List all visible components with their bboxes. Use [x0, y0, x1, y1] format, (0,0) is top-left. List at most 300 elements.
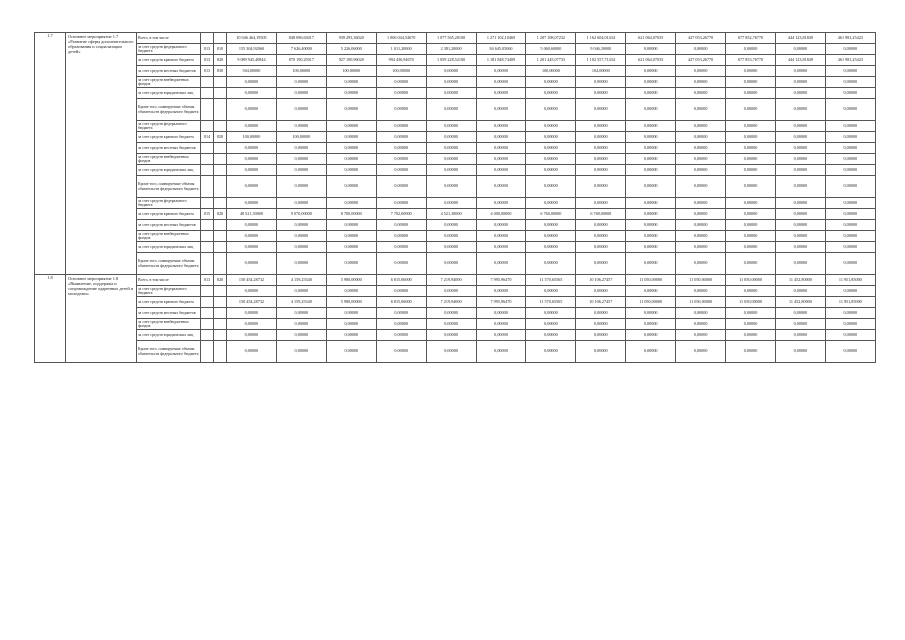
amount-cell: 0,00000	[426, 154, 476, 165]
amount-cell: 100,00000	[376, 66, 426, 77]
budget-code-cell	[201, 154, 214, 165]
amount-cell: 11 050,00000	[726, 297, 776, 308]
amount-cell: 0,00000	[676, 176, 726, 198]
amount-cell: 0,00000	[775, 198, 825, 209]
amount-cell: 0,00000	[626, 231, 676, 242]
amount-cell: 0,00000	[376, 319, 426, 330]
amount-cell: 0,00000	[726, 308, 776, 319]
table-row	[35, 176, 876, 198]
table-row	[35, 66, 876, 77]
amount-cell: 0,00000	[626, 165, 676, 176]
amount-cell: 0,00000	[676, 44, 726, 55]
amount-cell: 0,00000	[476, 220, 526, 231]
amount-cell: 504,00000	[227, 66, 277, 77]
budget-code-cell	[214, 121, 227, 132]
amount-cell: 1 077 565,20100	[426, 33, 476, 44]
amount-cell: 0,00000	[775, 242, 825, 253]
budget-code-cell: 820	[214, 209, 227, 220]
amount-cell: 0,00000	[676, 88, 726, 99]
funding-source-label: за счет средств юридических лиц	[137, 330, 201, 341]
amount-cell: 461 981,25423	[825, 55, 875, 66]
amount-cell: 0,00000	[676, 242, 726, 253]
amount-cell: 0,00000	[775, 176, 825, 198]
amount-cell: 0,00000	[227, 154, 277, 165]
amount-cell: 4 159,25340	[276, 275, 326, 286]
amount-cell: 4 000,00000	[476, 209, 526, 220]
amount-cell: 0,00000	[775, 121, 825, 132]
amount-cell: 0,00000	[326, 319, 376, 330]
amount-cell: 461 981,25423	[825, 33, 875, 44]
amount-cell: 0,00000	[676, 253, 726, 275]
budget-code-cell: 015	[201, 209, 214, 220]
amount-cell: 0,00000	[576, 231, 626, 242]
amount-cell: 0,00000	[775, 143, 825, 154]
budget-code-cell: 830	[214, 66, 227, 77]
table-row	[35, 121, 876, 132]
budget-code-cell	[214, 154, 227, 165]
amount-cell: 0,00000	[376, 286, 426, 297]
amount-cell: 11 452,80000	[775, 297, 825, 308]
amount-cell: 0,00000	[227, 88, 277, 99]
amount-cell: 0,00000	[526, 253, 576, 275]
amount-cell: 0,00000	[576, 121, 626, 132]
amount-cell: 0,00000	[276, 308, 326, 319]
budget-code-cell	[201, 143, 214, 154]
amount-cell: 0,00000	[276, 286, 326, 297]
amount-cell: 0,00000	[276, 165, 326, 176]
budget-code-cell	[201, 220, 214, 231]
budget-code-cell	[214, 319, 227, 330]
amount-cell: 0,00000	[326, 165, 376, 176]
amount-cell: 6 760,00000	[526, 209, 576, 220]
measure-title: Основное мероприятие 1.8 «Выявление, поддержка и сопровождение одаренных детей и молодежи»	[66, 275, 137, 363]
amount-cell: 0,00000	[726, 176, 776, 198]
amount-cell: 0,00000	[825, 121, 875, 132]
amount-cell: 0,00000	[775, 165, 825, 176]
amount-cell: 0,00000	[726, 286, 776, 297]
amount-cell: 0,00000	[576, 88, 626, 99]
amount-cell: 0,00000	[676, 165, 726, 176]
amount-cell: 0,00000	[775, 341, 825, 363]
budget-code-cell	[201, 319, 214, 330]
amount-cell: 0,00000	[676, 308, 726, 319]
amount-cell: 0,00000	[775, 209, 825, 220]
budget-code-cell	[214, 220, 227, 231]
amount-cell: 0,00000	[326, 308, 376, 319]
amount-cell: 0,00000	[626, 77, 676, 88]
amount-cell: 0,00000	[376, 231, 426, 242]
amount-cell: 0,00000	[276, 99, 326, 121]
amount-cell: 0,00000	[426, 66, 476, 77]
amount-cell: 7 626,40000	[276, 44, 326, 55]
amount-cell: 0,00000	[775, 154, 825, 165]
funding-source-label: за счет средств краевого бюджета	[137, 132, 201, 143]
amount-cell: 0,00000	[676, 66, 726, 77]
amount-cell: 0,00000	[825, 231, 875, 242]
amount-cell: 0,00000	[526, 231, 576, 242]
amount-cell: 10 106,27457	[576, 275, 626, 286]
funding-source-label: Кроме того, планируемые объемы обязательств федерального бюджета	[137, 176, 201, 198]
amount-cell: 9 070,00000	[276, 209, 326, 220]
amount-cell: 0,00000	[227, 330, 277, 341]
amount-cell: 0,00000	[476, 66, 526, 77]
amount-cell: 1 059 228,52100	[426, 55, 476, 66]
amount-cell: 0,00000	[676, 231, 726, 242]
amount-cell: 0,00000	[476, 132, 526, 143]
table-row	[35, 220, 876, 231]
amount-cell: 0,00000	[576, 319, 626, 330]
amount-cell: 4 159,25340	[276, 297, 326, 308]
amount-cell: 0,00000	[726, 253, 776, 275]
table-row	[35, 99, 876, 121]
amount-cell: 0,00000	[825, 220, 875, 231]
amount-cell: 7 219,94000	[426, 297, 476, 308]
amount-cell: 0,00000	[227, 231, 277, 242]
amount-cell: 0,00000	[626, 209, 676, 220]
budget-code-cell	[201, 77, 214, 88]
amount-cell: 0,00000	[376, 341, 426, 363]
amount-cell: 155 304,92060	[227, 44, 277, 55]
amount-cell: 0,00000	[276, 143, 326, 154]
amount-cell: 0,00000	[227, 319, 277, 330]
amount-cell: 848 096,63017	[276, 33, 326, 44]
amount-cell: 677 852,76770	[726, 33, 776, 44]
amount-cell: 0,00000	[476, 319, 526, 330]
amount-cell: 0,00000	[227, 220, 277, 231]
amount-cell: 870 190,25017	[276, 55, 326, 66]
amount-cell: 0,00000	[676, 99, 726, 121]
budget-code-cell	[214, 99, 227, 121]
table-row	[35, 88, 876, 99]
budget-code-cell	[201, 88, 214, 99]
budget-code-cell	[214, 143, 227, 154]
budget-code-cell	[201, 286, 214, 297]
amount-cell: 0,00000	[825, 99, 875, 121]
amount-cell: 0,00000	[576, 165, 626, 176]
amount-cell: 0,00000	[676, 330, 726, 341]
funding-source-label: за счет средств местных бюджетов	[137, 143, 201, 154]
table-row	[35, 319, 876, 330]
amount-cell: 1 207 108,07232	[526, 33, 576, 44]
amount-cell: 0,00000	[276, 220, 326, 231]
funding-source-label: за счет средств федерального бюджета	[137, 286, 201, 297]
amount-cell: 0,00000	[227, 165, 277, 176]
amount-cell: 11 050,00000	[626, 297, 676, 308]
amount-cell: 0,00000	[326, 220, 376, 231]
amount-cell: 11 050,00000	[626, 275, 676, 286]
amount-cell: 0,00000	[227, 242, 277, 253]
amount-cell: 0,00000	[825, 88, 875, 99]
amount-cell: 0,00000	[326, 99, 376, 121]
amount-cell: 0,00000	[376, 154, 426, 165]
amount-cell: 11 951,85000	[825, 297, 875, 308]
amount-cell: 677 853,76770	[726, 55, 776, 66]
amount-cell: 5 980,00000	[326, 297, 376, 308]
funding-source-label: за счет средств федерального бюджета	[137, 121, 201, 132]
amount-cell: 0,00000	[376, 242, 426, 253]
amount-cell: 0,00000	[775, 319, 825, 330]
table-row	[35, 132, 876, 143]
amount-cell: 1 181 848,74409	[476, 55, 526, 66]
amount-cell: 0,00000	[726, 143, 776, 154]
amount-cell: 0,00000	[476, 121, 526, 132]
amount-cell: 0,00000	[626, 330, 676, 341]
amount-cell: 1 162 604,01434	[576, 33, 626, 44]
amount-cell: 0,00000	[626, 242, 676, 253]
amount-cell: 0,00000	[775, 77, 825, 88]
amount-cell: 0,00000	[326, 88, 376, 99]
amount-cell: 0,00000	[726, 154, 776, 165]
funding-source-label: за счет средств юридических лиц	[137, 242, 201, 253]
amount-cell: 11 050,00000	[726, 275, 776, 286]
amount-cell: 1 271 102,10469	[476, 33, 526, 44]
amount-cell: 0,00000	[326, 231, 376, 242]
funding-source-label: Всего, в том числе	[137, 33, 201, 44]
amount-cell: 0,00000	[825, 154, 875, 165]
amount-cell: 0,00000	[726, 121, 776, 132]
amount-cell: 150 454,28732	[227, 297, 277, 308]
amount-cell: 0,00000	[227, 253, 277, 275]
budget-code-cell	[214, 330, 227, 341]
table-row	[35, 330, 876, 341]
amount-cell: 0,00000	[426, 121, 476, 132]
amount-cell: 0,00000	[376, 132, 426, 143]
amount-cell: 0,00000	[676, 198, 726, 209]
budget-code-cell: 013	[201, 55, 214, 66]
amount-cell: 0,00000	[526, 330, 576, 341]
budget-code-cell	[201, 231, 214, 242]
amount-cell: 0,00000	[726, 132, 776, 143]
amount-cell: 100,00000	[276, 132, 326, 143]
amount-cell: 927 100,96020	[326, 55, 376, 66]
amount-cell: 0,00000	[326, 176, 376, 198]
amount-cell: 0,00000	[426, 319, 476, 330]
amount-cell: 0,00000	[426, 242, 476, 253]
amount-cell: 150 454,28732	[227, 275, 277, 286]
amount-cell: 1 201 445,07733	[526, 55, 576, 66]
budget-code-cell	[201, 297, 214, 308]
amount-cell: 0,00000	[227, 176, 277, 198]
amount-cell: 0,00000	[276, 88, 326, 99]
table-row	[35, 165, 876, 176]
amount-cell: 6 815,06000	[376, 275, 426, 286]
table-row	[35, 154, 876, 165]
amount-cell: 0,00000	[825, 286, 875, 297]
amount-cell: 621 064,07035	[626, 55, 676, 66]
amount-cell: 0,00000	[227, 77, 277, 88]
amount-cell: 0,00000	[326, 154, 376, 165]
amount-cell: 0,00000	[676, 143, 726, 154]
amount-cell: 0,00000	[626, 198, 676, 209]
amount-cell: 0,00000	[326, 121, 376, 132]
funding-source-label: за счет средств местных бюджетов	[137, 66, 201, 77]
amount-cell: 0,00000	[576, 77, 626, 88]
funding-source-label: за счет средств федерального бюджета	[137, 44, 201, 55]
amount-cell: 0,00000	[576, 286, 626, 297]
amount-cell: 0,00000	[227, 99, 277, 121]
amount-cell: 0,00000	[476, 99, 526, 121]
budget-table	[34, 32, 876, 363]
amount-cell: 0,00000	[326, 253, 376, 275]
amount-cell: 0,00000	[526, 242, 576, 253]
amount-cell: 0,00000	[775, 308, 825, 319]
funding-source-label: Кроме того, планируемые объемы обязательств федерального бюджета	[137, 341, 201, 363]
amount-cell: 0,00000	[825, 165, 875, 176]
amount-cell: 0,00000	[476, 88, 526, 99]
funding-source-label: за счет средств краевого бюджета	[137, 297, 201, 308]
budget-code-cell: 014	[201, 132, 214, 143]
budget-code-cell	[214, 165, 227, 176]
amount-cell: 0,00000	[426, 99, 476, 121]
amount-cell: 0,00000	[726, 330, 776, 341]
amount-cell: 0,00000	[626, 143, 676, 154]
amount-cell: 0,00000	[825, 143, 875, 154]
amount-cell: 0,00000	[526, 143, 576, 154]
amount-cell: 0,00000	[825, 77, 875, 88]
amount-cell: 11 570,65565	[526, 275, 576, 286]
amount-cell: 1 011,20000	[376, 44, 426, 55]
amount-cell: 6 768,00000	[576, 209, 626, 220]
amount-cell: 0,00000	[326, 286, 376, 297]
amount-cell: 0,00000	[825, 253, 875, 275]
amount-cell: 6 815,06000	[376, 297, 426, 308]
amount-cell: 0,00000	[825, 132, 875, 143]
amount-cell: 0,00000	[526, 176, 576, 198]
amount-cell: 0,00000	[626, 319, 676, 330]
amount-cell: 0,00000	[775, 286, 825, 297]
amount-cell: 0,00000	[476, 165, 526, 176]
amount-cell: 0,00000	[426, 77, 476, 88]
budget-code-cell	[214, 198, 227, 209]
amount-cell: 0,00000	[626, 176, 676, 198]
amount-cell: 0,00000	[726, 44, 776, 55]
amount-cell: 0,00000	[676, 286, 726, 297]
amount-cell: 0,00000	[476, 143, 526, 154]
amount-cell: 0,00000	[676, 209, 726, 220]
amount-cell: 0,00000	[476, 176, 526, 198]
funding-source-label: за счет средств внебюджетных фондов	[137, 231, 201, 242]
amount-cell: 0,00000	[227, 308, 277, 319]
amount-cell: 0,00000	[526, 220, 576, 231]
amount-cell: 0,00000	[426, 253, 476, 275]
measure-title: Основное мероприятие 1.7 «Развитие сферы дополнительного образования и социализации детей»	[66, 33, 137, 275]
budget-code-cell	[214, 341, 227, 363]
amount-cell: 0,00000	[526, 286, 576, 297]
amount-cell: 0,00000	[576, 330, 626, 341]
budget-code-cell: 810	[214, 44, 227, 55]
amount-cell: 0,00000	[626, 66, 676, 77]
amount-cell: 0,00000	[526, 132, 576, 143]
budget-code-cell	[214, 253, 227, 275]
amount-cell: 0,00000	[825, 242, 875, 253]
budget-code-cell	[214, 308, 227, 319]
amount-cell: 0,00000	[476, 77, 526, 88]
amount-cell: 0,00000	[726, 242, 776, 253]
amount-cell: 0,00000	[376, 77, 426, 88]
amount-cell: 11 452,80000	[775, 275, 825, 286]
budget-code-cell	[201, 330, 214, 341]
amount-cell: 0,00000	[626, 220, 676, 231]
amount-cell: 8 700,00000	[326, 209, 376, 220]
amount-cell: 0,00000	[426, 88, 476, 99]
funding-source-label: за счет средств внебюджетных фондов	[137, 319, 201, 330]
amount-cell: 0,00000	[626, 286, 676, 297]
amount-cell: 5 980,00000	[326, 275, 376, 286]
amount-cell: 0,00000	[227, 121, 277, 132]
amount-cell: 0,00000	[526, 165, 576, 176]
amount-cell: 0,00000	[626, 132, 676, 143]
amount-cell: 0,00000	[825, 66, 875, 77]
amount-cell: 444 123,81849	[775, 55, 825, 66]
table-row	[35, 33, 876, 44]
amount-cell: 0,00000	[775, 253, 825, 275]
amount-cell: 0,00000	[626, 308, 676, 319]
amount-cell: 0,00000	[476, 198, 526, 209]
budget-code-cell	[214, 176, 227, 198]
amount-cell: 0,00000	[726, 165, 776, 176]
amount-cell: 0,00000	[426, 132, 476, 143]
funding-source-label: за счет средств местных бюджетов	[137, 308, 201, 319]
amount-cell: 0,00000	[227, 143, 277, 154]
amount-cell: 0,00000	[825, 198, 875, 209]
amount-cell: 0,00000	[276, 253, 326, 275]
amount-cell: 0,00000	[426, 176, 476, 198]
funding-source-label: Кроме того, планируемые объемы обязательств федерального бюджета	[137, 253, 201, 275]
amount-cell: 0,00000	[775, 44, 825, 55]
amount-cell: 0,00000	[825, 176, 875, 198]
amount-cell: 0,00000	[676, 77, 726, 88]
amount-cell: 0,00000	[775, 66, 825, 77]
table-row	[35, 77, 876, 88]
amount-cell: 0,00000	[576, 308, 626, 319]
amount-cell: 0,00000	[376, 88, 426, 99]
table-row	[35, 275, 876, 286]
amount-cell: 0,00000	[526, 319, 576, 330]
budget-code-cell	[201, 308, 214, 319]
amount-cell: 0,00000	[227, 198, 277, 209]
budget-code-cell: 820	[214, 132, 227, 143]
amount-cell: 1 006 044,54670	[376, 33, 426, 44]
amount-cell: 0,00000	[726, 99, 776, 121]
amount-cell: 7 995,96470	[476, 275, 526, 286]
amount-cell: 48 521,30000	[227, 209, 277, 220]
amount-cell: 0,00000	[526, 121, 576, 132]
amount-cell: 9 089 945,40844	[227, 55, 277, 66]
budget-code-cell	[201, 198, 214, 209]
amount-cell: 0,00000	[326, 132, 376, 143]
budget-code-cell	[214, 33, 227, 44]
amount-cell: 0,00000	[376, 165, 426, 176]
funding-source-label: Всего, в том числе	[137, 275, 201, 286]
amount-cell: 7 702,00000	[376, 209, 426, 220]
amount-cell: 0,00000	[476, 231, 526, 242]
amount-cell: 0,00000	[726, 198, 776, 209]
funding-source-label: за счет средств внебюджетных фондов	[137, 77, 201, 88]
funding-source-label: за счет средств краевого бюджета	[137, 55, 201, 66]
amount-cell: 0,00000	[426, 220, 476, 231]
budget-code-cell	[214, 88, 227, 99]
amount-cell: 0,00000	[576, 253, 626, 275]
amount-cell: 0,00000	[526, 341, 576, 363]
amount-cell: 10 046 464,19505	[227, 33, 277, 44]
table-row	[35, 341, 876, 363]
amount-cell: 4 521,30000	[426, 209, 476, 220]
amount-cell: 0,00000	[726, 220, 776, 231]
amount-cell: 0,00000	[576, 341, 626, 363]
budget-code-cell	[214, 297, 227, 308]
budget-code-cell	[201, 121, 214, 132]
amount-cell: 0,00000	[775, 220, 825, 231]
